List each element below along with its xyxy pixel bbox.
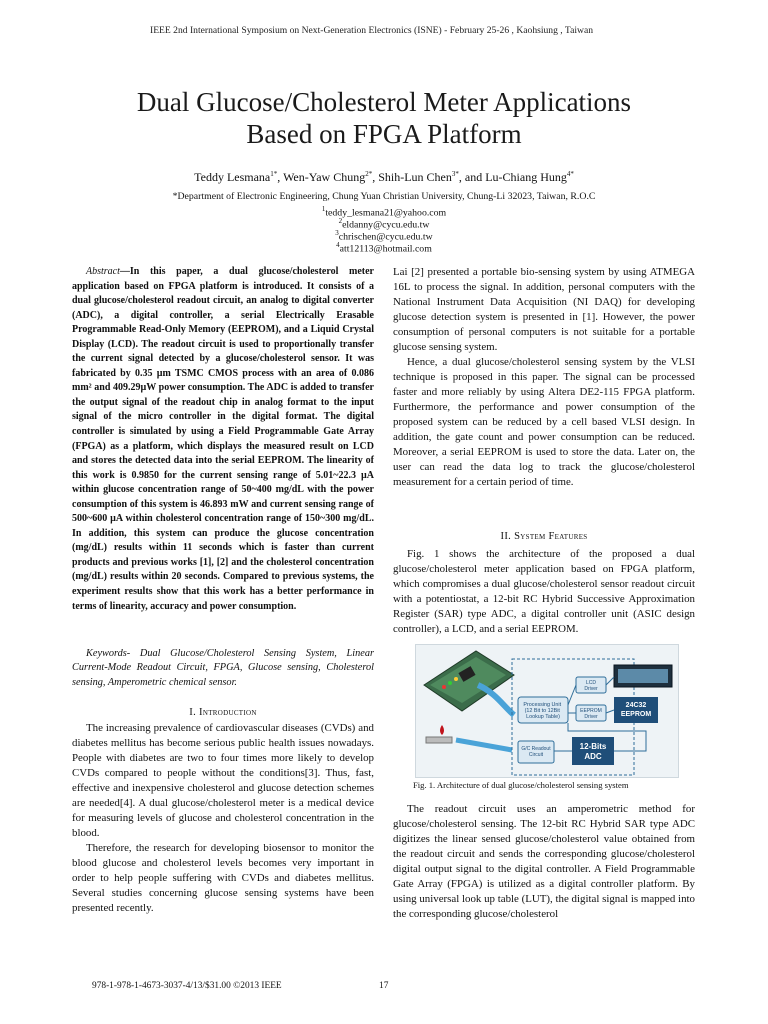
author-4: Lu-Chiang Hung <box>485 170 567 184</box>
abstract-label: Abstract <box>86 266 120 277</box>
author-3-mark: 3* <box>451 170 459 178</box>
paper-title <box>40 86 728 150</box>
fig-lcd-label: LCD Driver <box>584 680 598 692</box>
sys-paragraph-1: Fig. 1 shows the architecture of the proposed a dual glucose/cholesterol meter application based on FPGA platform, which compromises a dual glucose/cholesterol sensor readout circuit with a potentiostat, a 12-bit RC Hybrid Successive Approximation Register (SAR) type ADC, a digital controller unit (ASIC design controller), a LCD, and a serial EEPROM. <box>393 548 695 635</box>
keywords-text: Keywords- Dual Glucose/Cholesterol Sensing System, Linear Current-Mode Readout Circuit, FPGA, Glucose sensing, Cholesterol sensing, Amperometric chemical sensor. <box>72 648 374 688</box>
abstract <box>72 265 374 614</box>
author-1-mark: 1* <box>270 170 278 178</box>
sys-paragraph-2: The readout circuit uses an amperometric method for glucose/cholesterol sensing. The 12-bit RC Hybrid SAR type ADC digitizes the linear sensed glucose/cholesterol value obtained from the readout circuit and sends the corresponding glucose/cholesterol digital output signal to the digital controller. A Field Programmable Gate Array (FPGA) is utilized as a digital controller platform. By using universal look up table (LUT), the digital signal is mapped into the corresponding glucose/cholesterol <box>393 803 695 920</box>
fig-processing-label <box>523 702 562 720</box>
title-line-1: Dual Glucose/Cholesterol Meter Applications <box>136 87 632 117</box>
author-list <box>40 170 728 185</box>
email-1-mark: 1 <box>321 205 326 213</box>
email-4-addr[interactable]: att12113@hotmail.com <box>339 243 432 255</box>
fig-eeprom-driver-label: EEPROM Driver <box>580 708 602 720</box>
email-3-mark: 3 <box>335 229 339 237</box>
fig-gc-label: G/C Readout Circuit <box>521 746 551 758</box>
email-2-mark: 2 <box>338 217 343 225</box>
email-4-mark: 4 <box>336 241 340 249</box>
abstract-text: —In this paper, a dual glucose/cholesterol meter application based on FPGA platform is introduced. It consists of a dual glucose/cholesterol readout circuit, an analog to digital converter (ADC), a digital controller, a serial Electrically Erasable Programmable Read-Only Memory (EEPROM), and a Liquid Crystal Display (LCD). The readout circuit is used to proportionally transfer the current signal detected by a glucose/cholesterol sensor. It was fabricated by 0.35 µm TSMC CMOS process with an area of 0.086 mm² and 409.29µW power consumption. The ADC is added to transfer the output signal of the readout chip in analog format to the input signal of the micro controller in the digital format. The digital controller is simulated by using a Field Programmable Gate Array (FPGA) as a platform, which displays the measured result on LCD and stores the detected data into the serial EEPROM. The linearity of this work is 0.9850 for the current sensing range of 5.01~22.3 µA within glucose concentration range of 50~400 mg/dL with the power consumption of this system is 46.893 mW and current sensing range of 500~600 µA within cholesterol concentration range of 150~300 mg/dL. In addition, this system can produce the glucose concentration (mg/dL) results within 11 seconds which is faster than current products and previous works [1], [2] and the cholesterol concentration (mg/dL) results within 20 seconds. Compared to previous systems, the experiment results show that this work has a better performance in terms of linearity, accuracy and power consumption. <box>72 266 374 612</box>
author-sep: , <box>277 170 284 184</box>
sensor-strip-image <box>426 725 452 743</box>
email-1-addr[interactable]: teddy_lesmana21@yahoo.com <box>325 207 447 219</box>
right-paragraph-1: Lai [2] presented a portable bio-sensing system by using ATMEGA 16L to process the signal. In addition, personal computers with the National Instrument Data Acquisition (NI DAQ) for developing glucose detection system is presented in [1]. However, the power consumption of personal computers is not suitable for a portable glucose sensing system. <box>393 266 695 353</box>
intro-body <box>72 721 374 916</box>
affiliation: *Department of Electronic Engineering, Chung Yuan Christian University, Chung-Li 32023, Taiwan, R.O.C <box>172 191 596 202</box>
author-sep: , <box>372 170 379 184</box>
keywords <box>72 647 374 690</box>
right-paragraph-2: Hence, a dual glucose/cholesterol sensing system by the VLSI technique is proposed in this paper. The signal can be processed faster and more reliably by using Altera DE2-115 FPGA platform. Furthermore, the performance and power consumption of the proposed system can be reduced by a cell based VLSI design. In addition, the gate count and power consumption can be reduced. Moreover, a serial EEPROM is used to store the data. Later on, the user can read the data log to track the glucose/cholesterol measurement for a certain period of time. <box>393 356 695 488</box>
email-3-addr[interactable]: chrischen@cycu.edu.tw <box>338 231 433 243</box>
page-number: 17 <box>379 981 389 991</box>
fig-adc-label: 12-Bits ADC <box>579 742 607 761</box>
intro-paragraph-1: The increasing prevalence of cardiovascular diseases (CVDs) and diabetes mellitus has become serious public health issues nowadays. People with diabetes are two to four times more likely to develop CVDs compared to people without the conditions[3]. Thus, fast, effective and inexpensive cholesterol and glucose detection schemes are needed[4]. A dual glucose/cholesterol meter is a medical device for measuring levels of glucose and cholesterol concentration in the blood. <box>72 722 374 839</box>
architecture-figure <box>415 644 679 778</box>
author-2: Wen-Yaw Chung <box>283 170 366 184</box>
footer-copyright: 978-1-978-1-4673-3037-4/13/$31.00 ©2013 IEEE <box>92 981 282 991</box>
intro-paragraph-2: Therefore, the research for developing biosensor to monitor the blood glucose and cholesterol levels becomes very important in order to help people suffering with CVDs and diabetes mellitus. Several studies concerning glucose sensing systems have been presented recently. <box>72 842 374 914</box>
section-introduction-heading: I. Introduction <box>189 707 257 718</box>
sys-body-1 <box>393 547 695 637</box>
section-system-features-heading: II. System Features <box>500 531 588 542</box>
conference-header: IEEE 2nd International Symposium on Next-Generation Electronics (ISNE) - February 25-26 , Kaohsiung , Taiwan <box>150 25 594 36</box>
figure-caption: Fig. 1. Architecture of dual glucose/cholesterol sensing system <box>413 780 629 790</box>
fig-processing-tspan-2: (12 Bit to 12Bit <box>524 708 560 714</box>
sys-body-2 <box>393 802 695 922</box>
title-line-2: Based on FPGA Platform <box>246 119 522 149</box>
email-2-addr[interactable]: eldanny@cycu.edu.tw <box>342 219 430 231</box>
author-2-mark: 2* <box>365 170 373 178</box>
author-1: Teddy Lesmana <box>194 170 271 184</box>
fig-processing-tspan-3: Lookup Table) <box>526 714 560 720</box>
author-and: , and <box>458 170 486 184</box>
fig-eeprom-chip-label: 24C32 EEPROM <box>620 702 652 718</box>
author-3: Shih-Lun Chen <box>378 170 452 184</box>
right-body-top <box>393 265 695 490</box>
email-4 <box>40 239 728 256</box>
fig-processing-tspan: Processing Unit <box>523 702 562 708</box>
author-4-mark: 4* <box>566 170 574 178</box>
architecture-diagram <box>416 645 678 777</box>
